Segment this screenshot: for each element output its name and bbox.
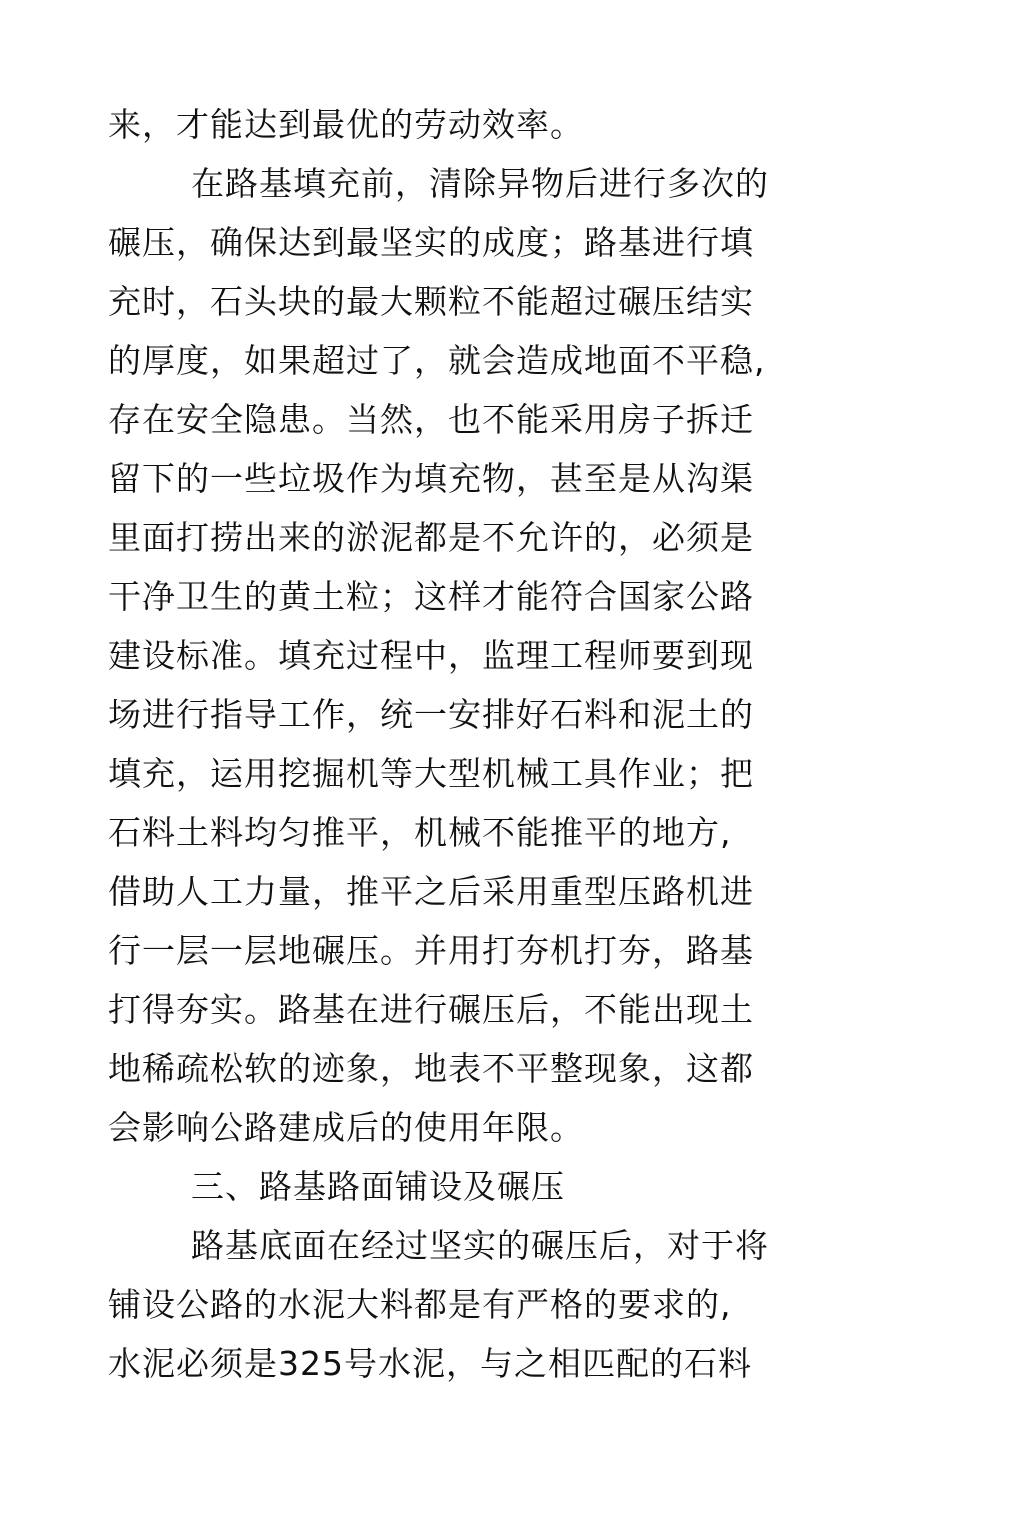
text-line: 来，才能达到最优的劳动效率。 (108, 105, 584, 144)
body-text (108, 95, 848, 1393)
text-line: 碾压，确保达到最坚实的成度；路基进行填 (108, 223, 754, 262)
text-line: 借助人工力量，推平之后采用重型压路机进 (108, 872, 754, 911)
text-line: 打得夯实。路基在进行碾压后，不能出现土 (108, 990, 754, 1029)
text-line: 铺设公路的水泥大料都是有严格的要求的, (108, 1285, 732, 1324)
paragraph-start-line: 路基底面在经过坚实的碾压后，对于将 (191, 1226, 769, 1265)
section-heading: 三、路基路面铺设及碾压 (191, 1167, 565, 1206)
text-line: 干净卫生的黄土粒；这样才能符合国家公路 (108, 577, 754, 616)
text-line: 会影响公路建成后的使用年限。 (108, 1108, 584, 1147)
text-line: 建设标准。填充过程中，监理工程师要到现 (108, 636, 754, 675)
text-line: 充时，石头块的最大颗粒不能超过碾压结实 (108, 282, 754, 321)
text-line: 水泥必须是325号水泥，与之相匹配的石料 (108, 1344, 752, 1383)
text-line: 存在安全隐患。当然，也不能采用房子拆迁 (108, 400, 754, 439)
text-line: 场进行指导工作，统一安排好石料和泥土的 (108, 695, 754, 734)
paragraph-start-line: 在路基填充前，清除异物后进行多次的 (191, 164, 769, 203)
text-line: 石料土料均匀推平，机械不能推平的地方, (108, 813, 732, 852)
text-line: 地稀疏松软的迹象，地表不平整现象，这都 (108, 1049, 754, 1088)
text-line: 里面打捞出来的淤泥都是不允许的，必须是 (108, 518, 754, 557)
text-line: 留下的一些垃圾作为填充物，甚至是从沟渠 (108, 459, 754, 498)
text-line: 的厚度，如果超过了，就会造成地面不平稳, (108, 341, 766, 380)
text-line: 行一层一层地碾压。并用打夯机打夯，路基 (108, 931, 754, 970)
text-line: 填充，运用挖掘机等大型机械工具作业；把 (108, 754, 754, 793)
